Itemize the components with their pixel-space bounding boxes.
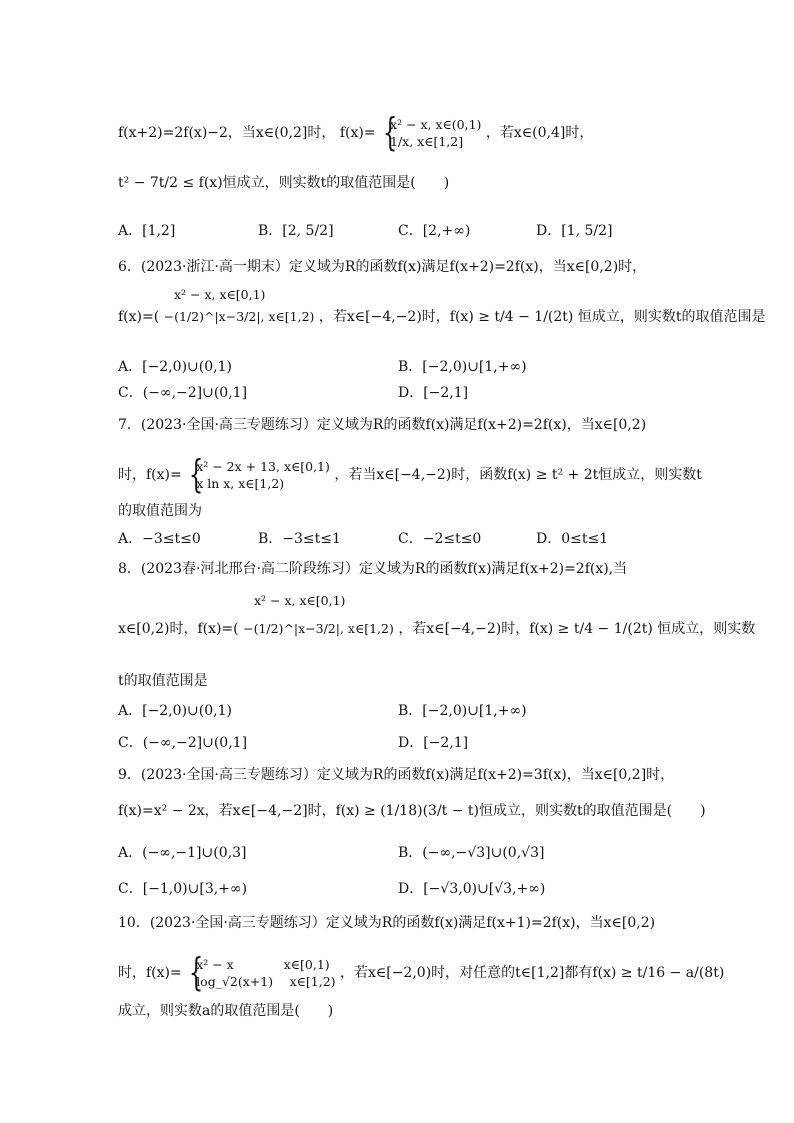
q6-line-2-tail: ，若x∈[−4,−2)时，f(x) ≥ t/4 − 1/(2t) 恒成立，则实数t的取值范围是 [318,309,766,325]
q6-option-a[interactable]: A．[−2,0)∪(0,1) [118,359,232,375]
q5-option-d[interactable]: D．[1, 5/2] [536,223,613,239]
q6-case-1: x² − x, x∈[0,1) [174,287,266,302]
q8-case-1: x² − x, x∈[0,1) [254,593,346,608]
q10-fx-label: 时，f(x)= [118,965,182,981]
q8-fx-label: x∈[0,2)时，f(x)=( [118,621,239,637]
q9-option-d[interactable]: D．[−√3,0)∪[√3,+∞) [398,881,546,897]
q8-option-a[interactable]: A．[−2,0)∪(0,1) [118,703,232,719]
q5-case-1: { x² − x, x∈(0,1) [390,117,482,132]
q5-option-c[interactable]: C．[2,+∞) [398,223,471,239]
q6-stem: 6．(2023·浙江·高一期末）定义域为R的函数f(x)满足f(x+2)=2f(x)，当x∈[0,2)时， [118,259,647,275]
q6-fx-label: f(x)=( [118,309,160,325]
q10-case-2: log_√2(x+1) x∈[1,2) [196,974,336,989]
q5-inequality: t² − 7t/2 ≤ f(x)恒成立，则实数t的取值范围是( ) [118,175,450,191]
q6-option-d[interactable]: D．[−2,1] [398,385,469,401]
q7-option-a[interactable]: A．−3≤t≤0 [118,531,201,547]
q8-stem: 8．(2023春·河北邢台·高二阶段练习）定义域为R的函数f(x)满足f(x+2)=2f(x),当 [118,561,628,577]
q10-line-3: 成立，则实数a的取值范围是( ) [118,1003,334,1019]
q7-line-3: 的取值范围为 [118,503,202,519]
q9-line-2: f(x)=x² − 2x，若x∈[−4,−2]时，f(x) ≥ (1/18)(3/t − t)恒成立，则实数t的取值范围是( ) [118,803,706,819]
q7-stem: 7．(2023·全国·高三专题练习）定义域为R的函数f(x)满足f(x+2)=2f(x)，当x∈[0,2) [118,417,647,433]
q8-line-2 [118,620,755,638]
q6-option-b[interactable]: B．[−2,0)∪[1,+∞) [398,359,527,375]
q5-fx-label: f(x)= [339,125,376,141]
q5-tail: ，若x∈(0,4]时， [485,125,594,141]
q7-piecewise [186,458,330,492]
q5-case-2: 1/x, x∈[1,2] [390,134,464,149]
q8-line-3: t的取值范围是 [118,673,208,689]
q7-option-c[interactable]: C．−2≤t≤0 [398,531,482,547]
q10-line-2 [118,956,724,990]
q8-option-b[interactable]: B．[−2,0)∪[1,+∞) [398,703,527,719]
q6-case-2: −(1/2)^|x−3/2|, x∈[1,2) [163,309,315,324]
q5-condition [118,116,593,150]
q9-option-c[interactable]: C．[−1,0)∪[3,+∞) [118,881,248,897]
q7-option-b[interactable]: B．−3≤t≤1 [258,531,341,547]
q10-stem: 10．(2023·全国·高三专题练习）定义域为R的函数f(x)满足f(x+1)=2f(x)，当x∈[0,2) [118,915,656,931]
q6-option-c[interactable]: C．(−∞,−2]∪(0,1] [118,385,248,401]
q9-option-b[interactable]: B．(−∞,−√3]∪(0,√3] [398,845,545,861]
q7-fx-label: 时，f(x)= [118,467,182,483]
q5-option-a[interactable]: A．[1,2] [118,223,176,239]
q10-line-2-tail: ，若x∈[−2,0)时，对任意的t∈[1,2]都有f(x) ≥ t/16 − a/(8t) [339,965,725,981]
q10-case-1: { x² − x x∈[0,1) [196,957,330,972]
q9-option-a[interactable]: A．(−∞,−1]∪(0,3] [118,845,247,861]
q8-option-c[interactable]: C．(−∞,−2]∪(0,1] [118,735,248,751]
q8-case-2: −(1/2)^|x−3/2|, x∈[1,2) [243,621,394,636]
q7-line-2 [118,458,702,492]
q5-cond-text: f(x+2)=2f(x)−2，当x∈(0,2]时， [118,125,336,141]
q7-case-1: { x² − 2x + 13, x∈[0,1) [196,459,330,474]
q5-piecewise [380,116,481,150]
q7-line-2-tail: ，若当x∈[−4,−2)时，函数f(x) ≥ t² + 2t恒成立，则实数t [334,467,702,483]
q9-stem: 9．(2023·全国·高三专题练习）定义域为R的函数f(x)满足f(x+2)=3f(x)，当x∈[0,2]时， [118,767,675,783]
q7-case-2: x ln x, x∈[1,2) [196,476,285,491]
q6-line-2 [118,308,765,326]
q7-option-d[interactable]: D．0≤t≤1 [536,531,609,547]
q5-option-b[interactable]: B．[2, 5/2] [258,223,334,239]
q8-line-2-tail: ，若x∈[−4,−2)时，f(x) ≥ t/4 − 1/(2t) 恒成立，则实数 [398,621,756,637]
q10-piecewise [186,956,335,990]
q8-option-d[interactable]: D．[−2,1] [398,735,469,751]
